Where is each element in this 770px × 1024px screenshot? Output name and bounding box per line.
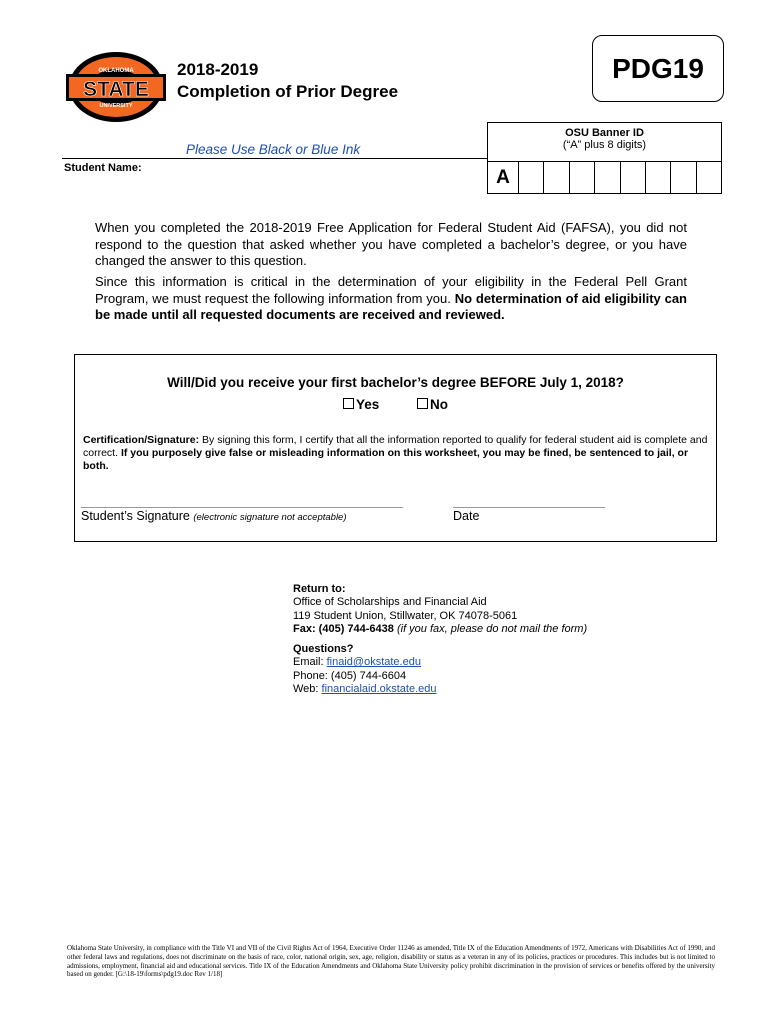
- signature-line[interactable]: [81, 495, 403, 508]
- banner-id-digit-7[interactable]: [671, 162, 696, 193]
- no-checkbox[interactable]: [417, 398, 428, 409]
- banner-id-subtitle: (“A” plus 8 digits): [562, 139, 647, 151]
- banner-id-digit-4[interactable]: [595, 162, 620, 193]
- intro-paragraph-1: When you completed the 2018-2019 Free Application for Federal Student Aid (FAFSA), you did not respond to the question that asked whether you have completed a bachelor’s degree, or you have changed the answer to this question.: [95, 220, 687, 268]
- student-name-field[interactable]: [62, 158, 487, 193]
- yes-label: Yes: [355, 397, 380, 412]
- certification-text: [83, 434, 708, 473]
- logo-state-text: STATE: [83, 78, 149, 101]
- fax-number: Fax: (405) 744-6438: [293, 622, 394, 635]
- banner-id-digit-6[interactable]: [646, 162, 671, 193]
- email-link[interactable]: finaid@okstate.edu: [326, 656, 421, 669]
- no-option[interactable]: [417, 397, 448, 412]
- contact-phone: Phone: (405) 744-6604: [293, 669, 407, 682]
- banner-id-digit-8[interactable]: [697, 162, 721, 193]
- banner-id-digit-2[interactable]: [544, 162, 569, 193]
- date-line[interactable]: [453, 495, 605, 508]
- contact-email: [293, 656, 587, 669]
- signature-label: Student’s Signature: [81, 509, 190, 523]
- fax-note: (if you fax, please do not mail the form): [393, 622, 588, 635]
- no-label: No: [430, 397, 449, 412]
- ink-instruction: Please Use Black or Blue Ink: [186, 142, 361, 157]
- banner-id-digit-5[interactable]: [621, 162, 646, 193]
- yes-option[interactable]: [343, 397, 379, 412]
- cert-label: Certification/Signature:: [83, 434, 200, 446]
- return-address: 119 Student Union, Stillwater, OK 74078-5061: [293, 609, 518, 622]
- banner-id-box: [487, 122, 722, 194]
- logo-oklahoma-text: OKLAHOMA: [98, 68, 134, 74]
- return-office: Office of Scholarships and Financial Aid: [293, 596, 487, 609]
- return-fax: [293, 623, 587, 636]
- osu-logo: [66, 50, 166, 124]
- form-code-box: [592, 35, 724, 102]
- banner-id-digit-3[interactable]: [570, 162, 595, 193]
- intro-p2-bold: No determination of aid eligibility can be made until all requested documents are received and reviewed.: [95, 290, 687, 322]
- intro-p2-text: Since this information is critical in the determination of your eligibility in the Federal Pell Grant Program, we must request the following information from you.: [95, 274, 687, 306]
- return-info: [293, 583, 587, 696]
- cert-body: By signing this form, I certify that all the information reported to qualify for federal student aid is complete and correct.: [83, 434, 708, 459]
- yes-checkbox[interactable]: [343, 398, 354, 409]
- web-link[interactable]: financialaid.okstate.edu: [321, 683, 437, 696]
- questions-heading: Questions?: [293, 643, 354, 656]
- form-year: 2018-2019: [177, 60, 259, 79]
- form-code: PDG19: [612, 52, 704, 84]
- web-label: Web:: [293, 683, 322, 696]
- contact-web: [293, 683, 587, 696]
- certification-box: [74, 354, 717, 542]
- degree-question: Will/Did you receive your first bachelor’s degree BEFORE July 1, 2018?: [167, 375, 624, 390]
- intro-paragraph-2: [95, 274, 687, 324]
- date-label: Date: [453, 509, 480, 523]
- email-label: Email:: [293, 656, 327, 669]
- banner-id-digit-1[interactable]: [519, 162, 544, 193]
- logo-university-text: UNIVERSITY: [99, 103, 133, 109]
- signature-label-group: [81, 509, 347, 523]
- cert-warning: If you purposely give false or misleading information on this worksheet, you may be fined, be sentenced to jail, or both.: [83, 447, 689, 472]
- form-title: Completion of Prior Degree: [177, 82, 399, 101]
- banner-id-prefix: A: [488, 162, 519, 193]
- banner-id-title: OSU Banner ID: [565, 127, 644, 139]
- signature-note: (electronic signature not acceptable): [193, 512, 347, 523]
- student-name-label: Student Name:: [64, 162, 142, 174]
- return-heading: Return to:: [293, 583, 346, 595]
- banner-id-digits: [488, 162, 721, 193]
- nondiscrimination-footer: Oklahoma State University, in compliance with the Title VI and VII of the Civil Rights Act of 1964, Executive Order 11246 as amended, Title IX of the Education Amendments of 1972, Americans with Disabilities Act of 1990, and other federal laws and regulations, does not discriminate on the basis of race, color, national origin, sex, age, religion, disability or status as a veteran in any of its policies, practices or procedures. This includes but is not limited to admissions, employment, financial aid and educational services. Title IX of the Education Amendments and Oklahoma State University policy prohibit discrimination in the provision of services or benefits offered by the university based on gender. [G:\18-19\forms\pdg19.doc Rev 1/18]: [67, 944, 715, 979]
- degree-choices: [75, 397, 716, 412]
